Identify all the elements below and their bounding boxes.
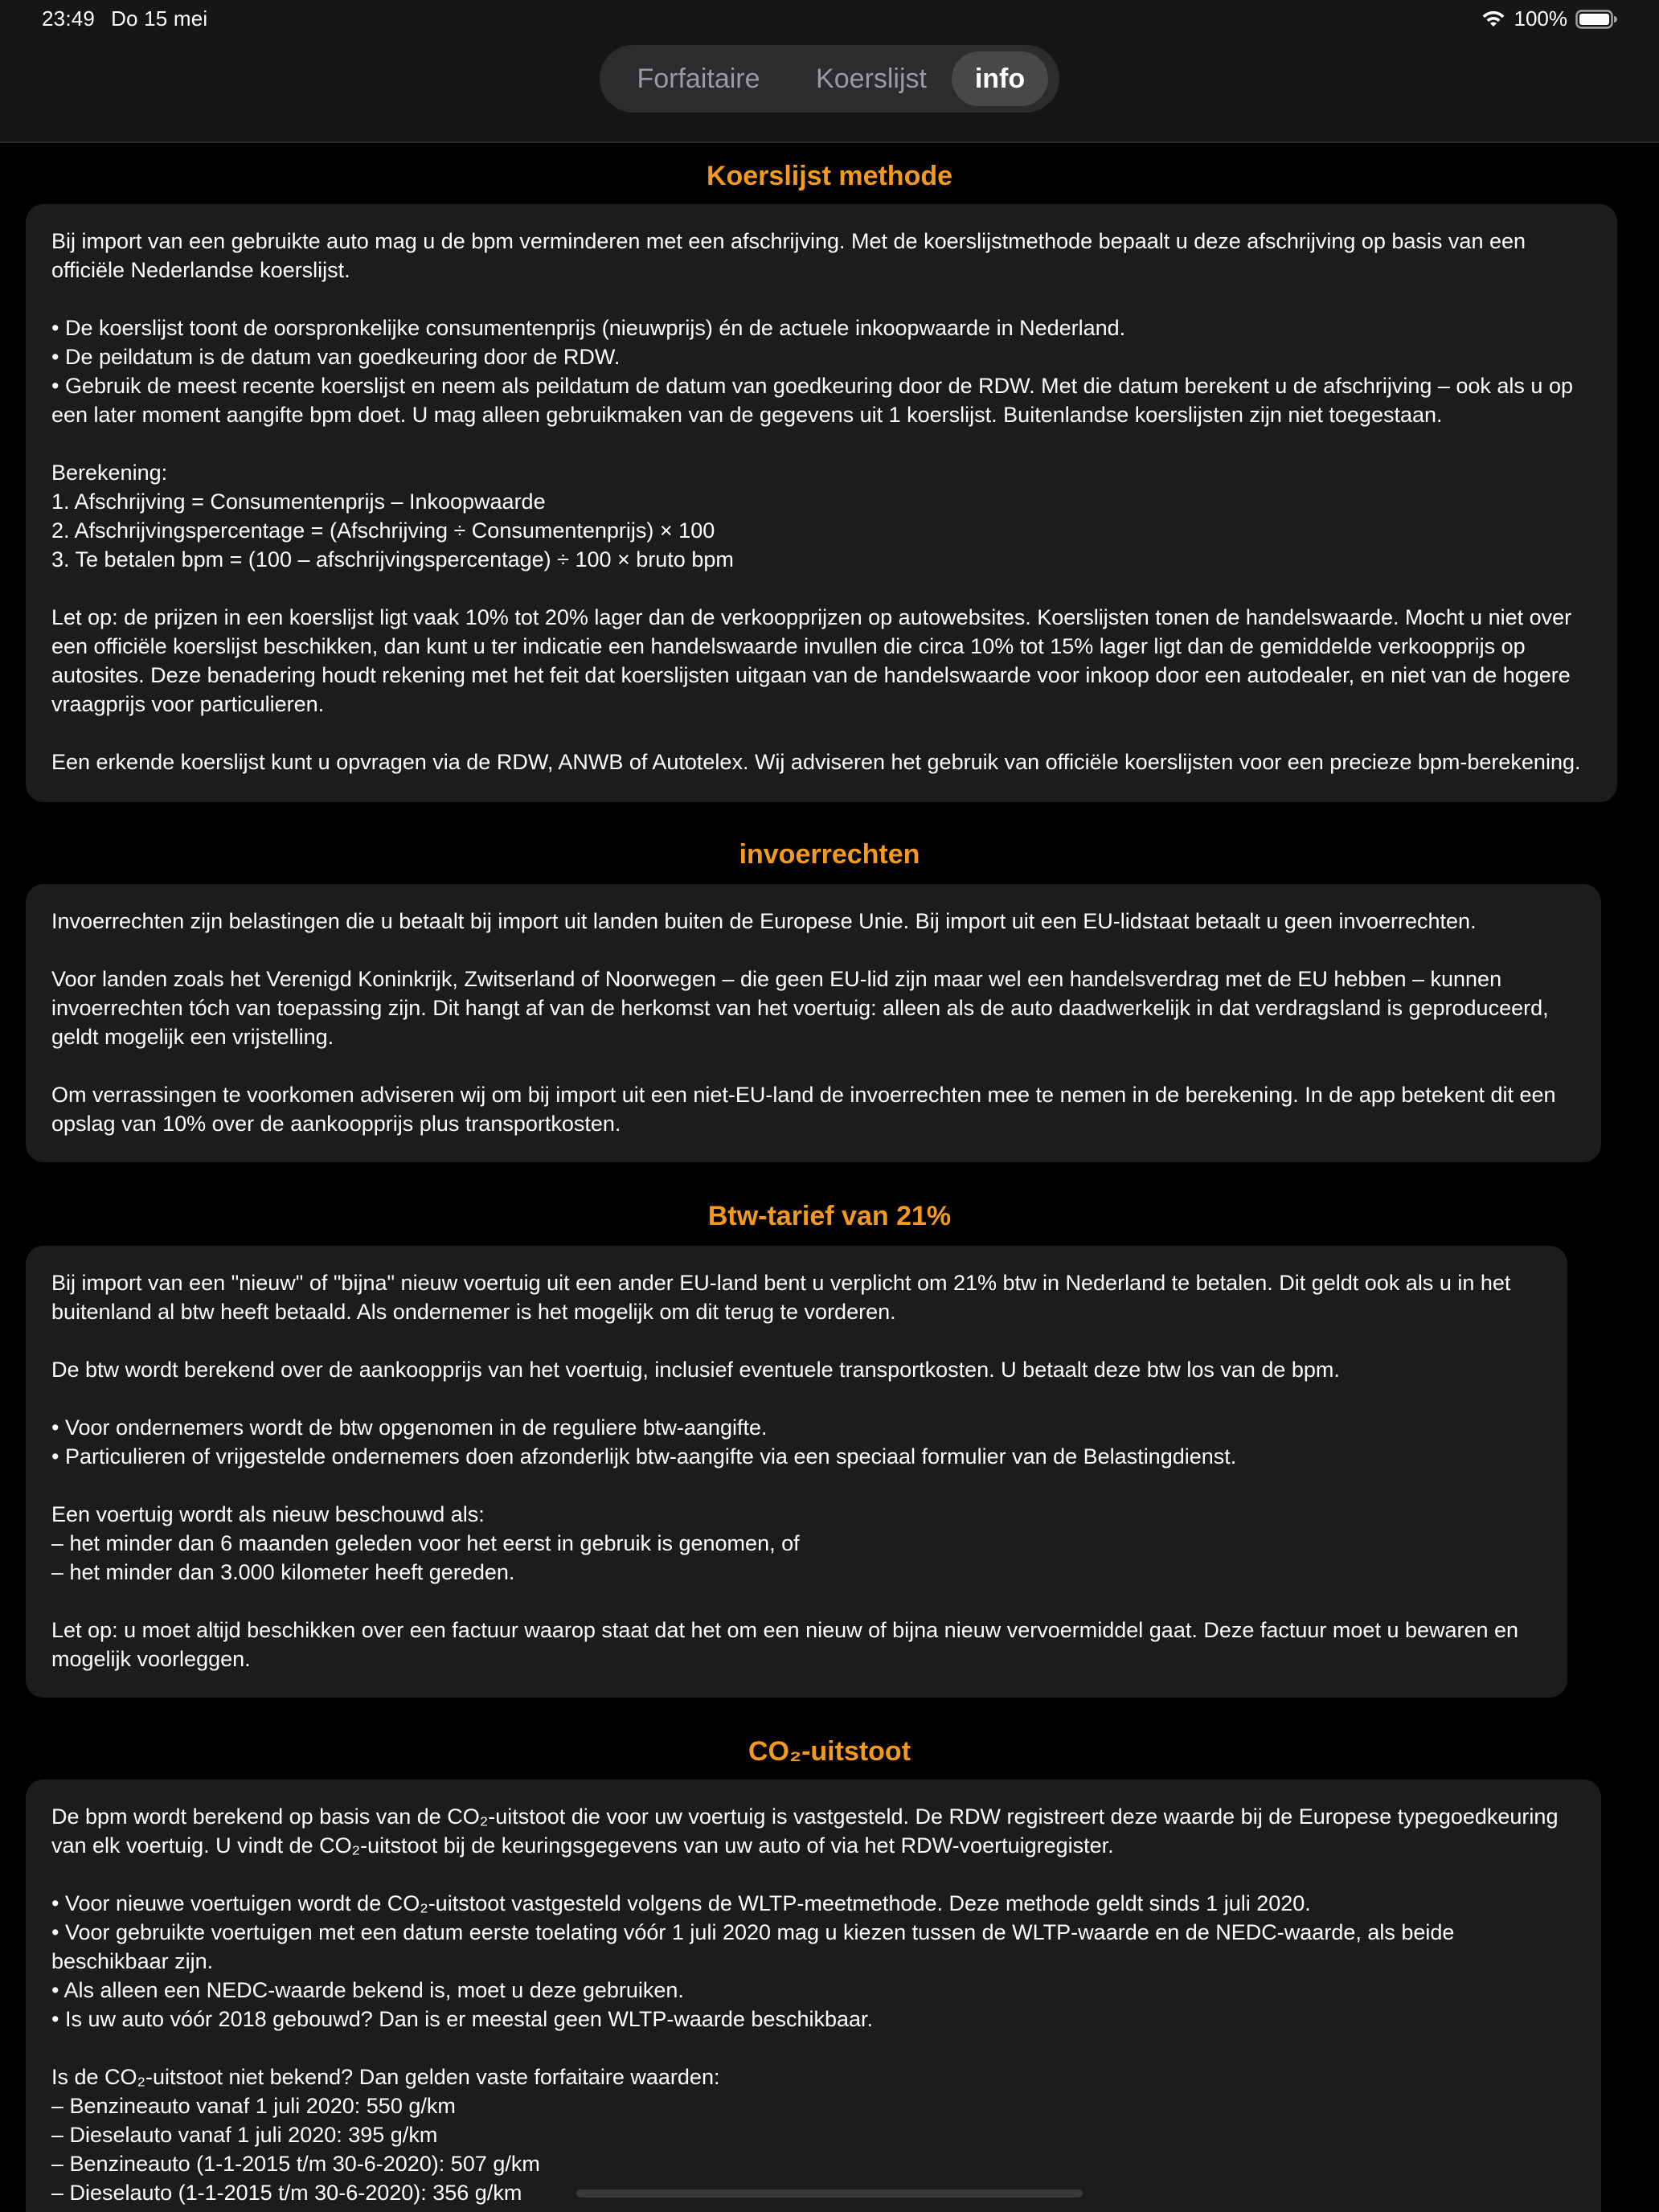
top-bar: [0, 0, 1659, 143]
section-title-co2: CO₂-uitstoot: [748, 1736, 911, 1767]
card-invoerrechten: Invoerrechten zijn belastingen die u betaalt bij import uit landen buiten de Europese Unie. Bij import uit een EU-lidstaat betaalt u geen invoerrechten. Voor landen zoals het Verenigd Koninkrijk, Zwitserland of Noorwegen – die geen EU-lid zijn maar wel een handelsverdrag met de EU hebben – kunnen invoerrechten tóch van toepassing zijn. Dit hangt af van de herkomst van het voertuig: alleen als de auto daadwerkelijk in dat verdragsland is geproduceerd, geldt mogelijk een vrijstelling. Om verrassingen te voorkomen adviseren wij om bij import uit een niet-EU-land de invoerrechten mee te nemen in de berekening. In de app betekent dit een opslag van 10% over de aankoopprijs plus transportkosten.: [26, 884, 1601, 1162]
status-date: Do 15 mei: [111, 6, 208, 31]
battery-icon: [1575, 9, 1617, 30]
tab-forfaitaire[interactable]: Forfaitaire: [637, 63, 760, 94]
section-title-btw: Btw-tarief van 21%: [707, 1201, 952, 1231]
section-title-invoerrechten: invoerrechten: [739, 839, 920, 870]
status-clock: [42, 6, 223, 31]
status-time: 23:49: [42, 6, 96, 31]
card-koerslijst: Bij import van een gebruikte auto mag u de bpm verminderen met een afschrijving. Met de koerslijstmethode bepaalt u deze afschrijving op basis van een officiële Nederlandse koerslijst. • De koerslijst toont de oorspronkelijke consumentenprijs (nieuwprijs) én de actuele inkoopwaarde in Nederland. • De peildatum is de datum van goedkeuring door de RDW. • Gebruik de meest recente koerslijst en neem als peildatum de datum van goedkeuring door de RDW. Met die datum berekent u de afschrijving – ook als u op een later moment aangifte bpm doet. U mag alleen gebruikmaken van de gegevens uit 1 koerslijst. Buitenlandse koerslijsten zijn niet toegestaan. Berekening: 1. Afschrijving = Consumentenprijs – Inkoopwaarde 2. Afschrijvingspercentage = (Afschrijving ÷ Consumentenprijs) × 100 3. Te betalen bpm = (100 – afschrijvingspercentage) ÷ 100 × bruto bpm Let op: de prijzen in een koerslijst ligt vaak 10% tot 20% lager dan de verkoopprijzen op autowebsites. Koerslijsten tonen de handelswaarde. Mocht u niet over een officiële koerslijst beschikken, dan kunt u ter indicatie een handelswaarde invullen die circa 10% tot 15% lager ligt dan de gemiddelde verkoopprijs op autosites. Deze benadering houdt rekening met het feit dat koerslijsten uitgaan van de handelswaarde voor inkoop door een autodealer, en niet van de hogere vraagprijs voor particulieren. Een erkende koerslijst kunt u opvragen via de RDW, ANWB of Autotelex. Wij adviseren het gebruik van officiële koerslijsten voor een precieze bpm-berekening.: [26, 204, 1617, 802]
card-co2: De bpm wordt berekend op basis van de CO₂-uitstoot die voor uw voertuig is vastgesteld. De RDW registreert deze waarde bij de Europese typegoedkeuring van elk voertuig. U vindt de CO₂-uitstoot bij de keuringsgegevens van uw auto of via het RDW-voertuigregister. • Voor nieuwe voertuigen wordt de CO₂-uitstoot vastgesteld volgens de WLTP-meetmethode. Deze methode geldt sinds 1 juli 2020. • Voor gebruikte voertuigen met een datum eerste toelating vóór 1 juli 2020 mag u kiezen tussen de WLTP-waarde en de NEDC-waarde, als beide beschikbaar zijn. • Als alleen een NEDC-waarde bekend is, moet u deze gebruiken. • Is uw auto vóór 2018 gebouwd? Dan is er meestal geen WLTP-waarde beschikbaar. Is de CO₂-uitstoot niet bekend? Dan gelden vaste forfaitaire waarden: – Benzineauto vanaf 1 juli 2020: 550 g/km – Dieselauto vanaf 1 juli 2020: 395 g/km – Benzineauto (1-1-2015 t/m 30-6-2020): 507 g/km – Dieselauto (1-1-2015 t/m 30-6-2020): 356 g/km: [26, 1780, 1601, 2212]
home-indicator[interactable]: [576, 2189, 1083, 2198]
card-btw: Bij import van een "nieuw" of "bijna" nieuw voertuig uit een ander EU-land bent u verplicht om 21% btw in Nederland te betalen. Dit geldt ook als u in het buitenland al btw heeft betaald. Als ondernemer is het mogelijk om dit terug te vorderen. De btw wordt berekend over de aankoopprijs van het voertuig, inclusief eventuele transportkosten. U betaalt deze btw los van de bpm. • Voor ondernemers wordt de btw opgenomen in de reguliere btw-aangifte. • Particulieren of vrijgestelde ondernemers doen afzonderlijk btw-aangifte via een speciaal formulier van de Belastingdienst. Een voertuig wordt als nieuw beschouwd als: – het minder dan 6 maanden geleden voor het eerst in gebruik is genomen, of – het minder dan 3.000 kilometer heeft gereden. Let op: u moet altijd beschikken over een factuur waarop staat dat het om een nieuw of bijna nieuw vervoermiddel gaat. Deze factuur moet u bewaren en mogelijk voorleggen.: [26, 1246, 1567, 1698]
section-title-koerslijst: Koerslijst methode: [706, 161, 953, 191]
status-indicators: [1481, 6, 1618, 31]
tab-koerslijst[interactable]: Koerslijst: [816, 63, 927, 94]
tab-info[interactable]: info: [952, 51, 1048, 106]
battery-percentage: 100%: [1514, 6, 1567, 31]
segmented-control: [600, 45, 1059, 113]
wifi-icon: [1481, 10, 1506, 29]
